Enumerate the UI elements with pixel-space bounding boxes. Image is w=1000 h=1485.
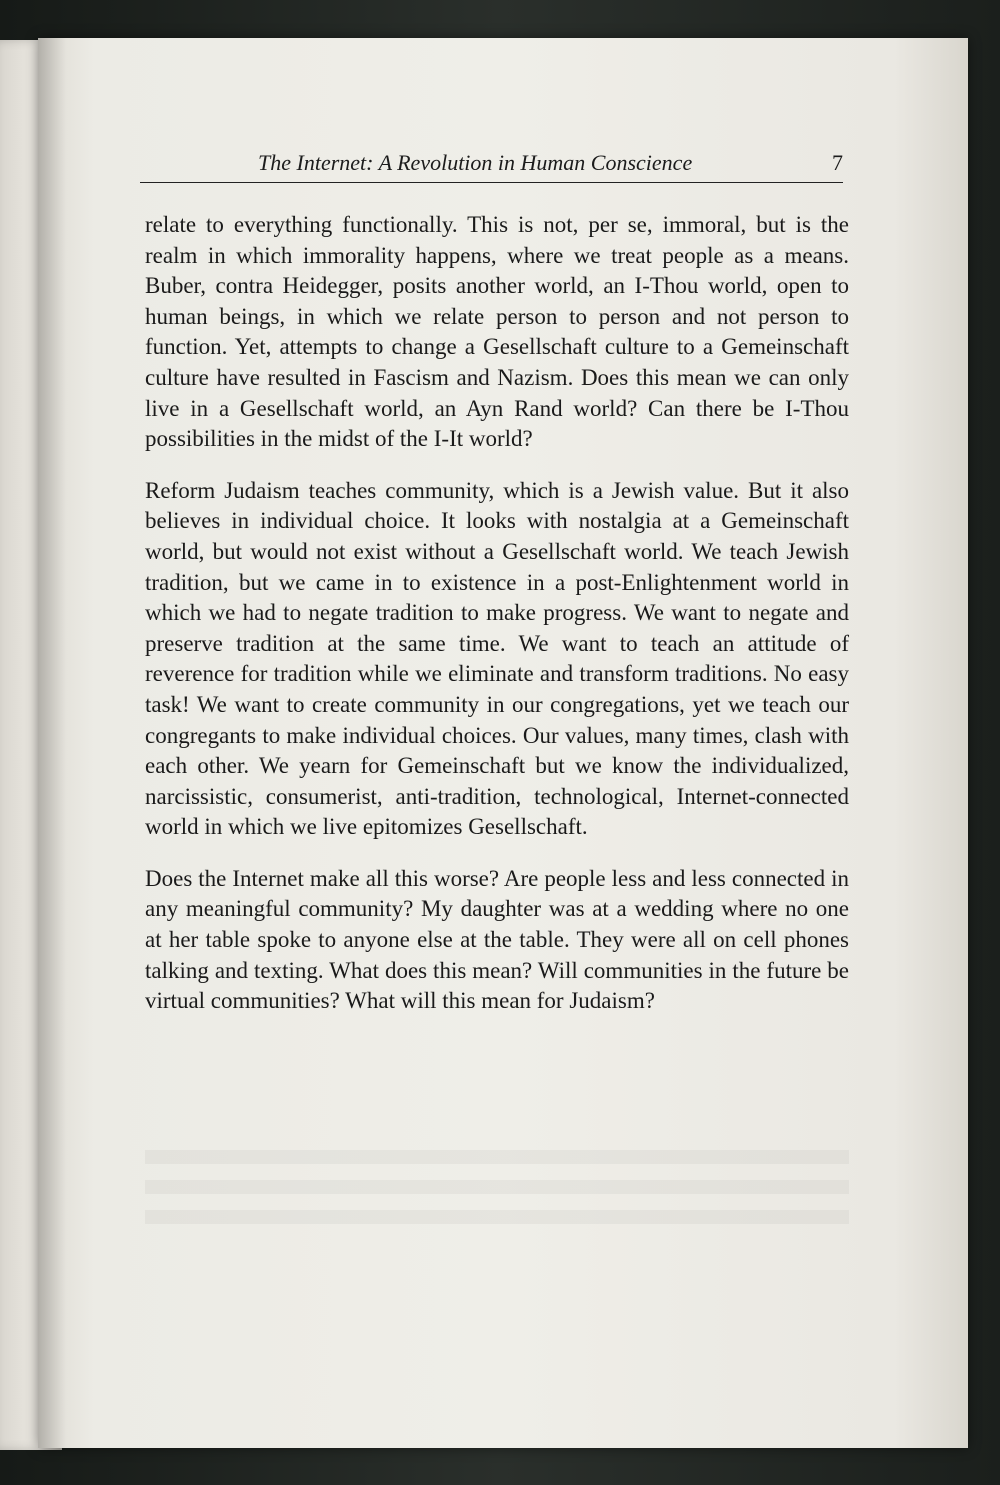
show-through-texture	[145, 1150, 849, 1230]
paragraph: relate to everything functionally. This is not, per se, immoral, but is the realm in which immorality happens, where we treat people as a means. Buber, contra Heidegger, posits another world, an I-Thou world, open to human beings, in which we relate person to person and not person to function. Yet, attempts to change a Gesellschaft culture to a Gemeinschaft culture have resulted in Fascism and Nazism. Does this mean we can only live in a Gesellschaft world, an Ayn Rand world? Can there be I-Thou possibilities in the midst of the I-It world?	[145, 212, 849, 452]
page-number: 7	[832, 150, 843, 175]
spine-shadow	[38, 38, 66, 1448]
paragraph: Does the Internet make all this worse? Are people less and less connected in any meaningful community? My daughter was at a wedding where no one at her table spoke to anyone else at the table. They were all on cell phones talking and texting. What does this mean? Will communities in the future be virtual communities? What will this mean for Judaism?	[145, 865, 849, 1014]
running-title: The Internet: A Revolution in Human Conscience	[258, 150, 693, 175]
body-text	[145, 210, 849, 1038]
paragraph: Reform Judaism teaches community, which is a Jewish value. But it also believes in individual choice. It looks with nostalgia at a Gemeinschaft world, but would not exist without a Gesellschaft world. We teach Jewish tradition, but we came in to existence in a post-Enlightenment world in which we had to negate tradition to make progress. We want to negate and preserve tradition at the same time. We want to teach an attitude of reverence for tradition while we eliminate and transform traditions. No easy task! We want to create community in our congregations, yet we teach our congregants to make individual choices. Our values, many times, clash with each other. We yearn for Gemeinschaft but we know the individualized, narcissistic, consumerist, anti-tradition, technological, Internet-connected world in which we live epitomizes Gesellschaft.	[145, 477, 849, 840]
running-header	[140, 148, 843, 183]
